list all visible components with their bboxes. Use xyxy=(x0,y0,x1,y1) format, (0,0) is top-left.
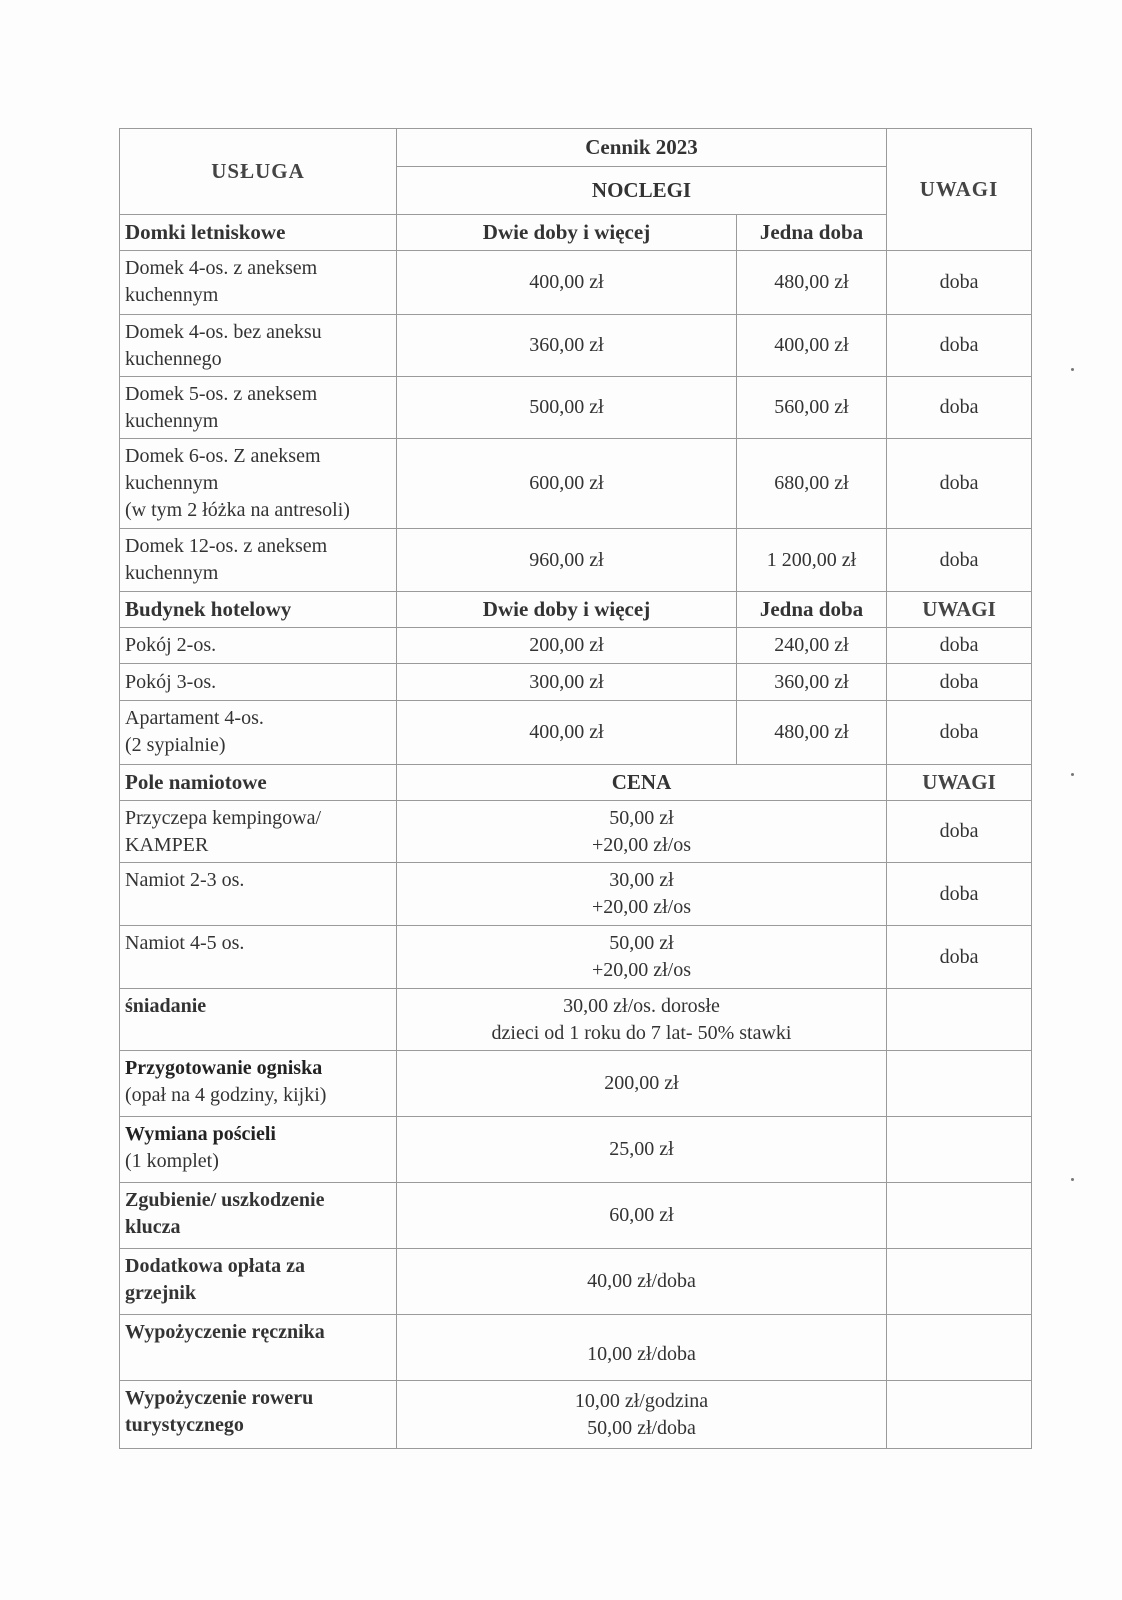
table-row xyxy=(120,1249,1032,1315)
note xyxy=(887,989,1032,1051)
price-multi: 400,00 zł xyxy=(397,701,737,765)
table-row xyxy=(120,801,1032,863)
service-name: Pokój 3-os. xyxy=(120,664,397,701)
price-one: 1 200,00 zł xyxy=(737,529,887,592)
price-table xyxy=(119,128,1032,1449)
note: doba xyxy=(887,377,1032,439)
service-name: Przygotowanie ogniska (opał na 4 godziny, kijki) xyxy=(120,1051,397,1117)
price-multi: 360,00 zł xyxy=(397,315,737,377)
table-row xyxy=(120,863,1032,926)
price-one: 360,00 zł xyxy=(737,664,887,701)
note xyxy=(887,1117,1032,1183)
note: doba xyxy=(887,315,1032,377)
price-multi: 400,00 zł xyxy=(397,251,737,315)
section-title-hotel: Budynek hotelowy xyxy=(120,592,397,628)
note: doba xyxy=(887,863,1032,926)
header-usluga: USŁUGA xyxy=(120,129,397,215)
service-name: Namiot 4-5 os. xyxy=(120,926,397,989)
col-header-multi: Dwie doby i więcej xyxy=(397,592,737,628)
note xyxy=(887,1183,1032,1249)
price-one: 480,00 zł xyxy=(737,251,887,315)
price: 30,00 zł +20,00 zł/os xyxy=(397,863,887,926)
price-multi: 960,00 zł xyxy=(397,529,737,592)
price: 60,00 zł xyxy=(397,1183,887,1249)
price: 50,00 zł +20,00 zł/os xyxy=(397,801,887,863)
note xyxy=(887,1315,1032,1381)
table-row xyxy=(120,664,1032,701)
table-row xyxy=(120,315,1032,377)
service-name: Domek 4-os. bez aneksu kuchennego xyxy=(120,315,397,377)
service-name: Domek 4-os. z aneksem kuchennym xyxy=(120,251,397,315)
price: 40,00 zł/doba xyxy=(397,1249,887,1315)
scan-speck xyxy=(1071,1178,1074,1181)
header-cennik: Cennik 2023 xyxy=(397,129,887,167)
price: 10,00 zł/doba xyxy=(397,1315,887,1381)
price-one: 480,00 zł xyxy=(737,701,887,765)
col-header-cena: CENA xyxy=(397,765,887,801)
price-one: 400,00 zł xyxy=(737,315,887,377)
table-row xyxy=(120,1051,1032,1117)
table-row xyxy=(120,439,1032,529)
service-name: Apartament 4-os. (2 sypialnie) xyxy=(120,701,397,765)
note: doba xyxy=(887,628,1032,664)
note: doba xyxy=(887,701,1032,765)
note xyxy=(887,1381,1032,1449)
table-row xyxy=(120,628,1032,664)
note: doba xyxy=(887,926,1032,989)
scan-speck xyxy=(1071,773,1074,776)
price-multi: 200,00 zł xyxy=(397,628,737,664)
table-row xyxy=(120,251,1032,315)
col-header-uwagi: UWAGI xyxy=(887,765,1032,801)
service-name: Namiot 2-3 os. xyxy=(120,863,397,926)
note: doba xyxy=(887,251,1032,315)
table-row xyxy=(120,1117,1032,1183)
table-row xyxy=(120,1315,1032,1381)
header-uwagi: UWAGI xyxy=(887,129,1032,251)
col-header-one: Jedna doba xyxy=(737,592,887,628)
table-row xyxy=(120,529,1032,592)
table-row xyxy=(120,701,1032,765)
service-name: Domek 5-os. z aneksem kuchennym xyxy=(120,377,397,439)
price-multi: 600,00 zł xyxy=(397,439,737,529)
col-header-uwagi: UWAGI xyxy=(887,592,1032,628)
note: doba xyxy=(887,529,1032,592)
price: 200,00 zł xyxy=(397,1051,887,1117)
price: 50,00 zł +20,00 zł/os xyxy=(397,926,887,989)
section-title-domki: Domki letniskowe xyxy=(120,215,397,251)
service-name: śniadanie xyxy=(120,989,397,1051)
price-one: 560,00 zł xyxy=(737,377,887,439)
service-name: Przyczepa kempingowa/ KAMPER xyxy=(120,801,397,863)
table-row xyxy=(120,377,1032,439)
price: 25,00 zł xyxy=(397,1117,887,1183)
note xyxy=(887,1051,1032,1117)
scan-speck xyxy=(1071,368,1074,371)
service-name: Wypożyczenie roweru turystycznego xyxy=(120,1381,397,1449)
table-row xyxy=(120,989,1032,1051)
table-row xyxy=(120,1381,1032,1449)
price-multi: 500,00 zł xyxy=(397,377,737,439)
note: doba xyxy=(887,439,1032,529)
service-name: Zgubienie/ uszkodzenie klucza xyxy=(120,1183,397,1249)
service-name: Pokój 2-os. xyxy=(120,628,397,664)
note xyxy=(887,1249,1032,1315)
price-one: 680,00 zł xyxy=(737,439,887,529)
col-header-one: Jedna doba xyxy=(737,215,887,251)
price: 10,00 zł/godzina 50,00 zł/doba xyxy=(397,1381,887,1449)
service-name: Domek 6-os. Z aneksem kuchennym (w tym 2 łóżka na antresoli) xyxy=(120,439,397,529)
note: doba xyxy=(887,664,1032,701)
price: 30,00 zł/os. dorosłe dzieci od 1 roku do 7 lat- 50% stawki xyxy=(397,989,887,1051)
section-title-pole: Pole namiotowe xyxy=(120,765,397,801)
price-one: 240,00 zł xyxy=(737,628,887,664)
table-row xyxy=(120,1183,1032,1249)
price-multi: 300,00 zł xyxy=(397,664,737,701)
note: doba xyxy=(887,801,1032,863)
header-noclegi: NOCLEGI xyxy=(397,167,887,215)
service-name: Wypożyczenie ręcznika xyxy=(120,1315,397,1381)
service-name: Wymiana pościeli (1 komplet) xyxy=(120,1117,397,1183)
service-name: Dodatkowa opłata za grzejnik xyxy=(120,1249,397,1315)
service-name: Domek 12-os. z aneksem kuchennym xyxy=(120,529,397,592)
col-header-multi: Dwie doby i więcej xyxy=(397,215,737,251)
table-row xyxy=(120,926,1032,989)
